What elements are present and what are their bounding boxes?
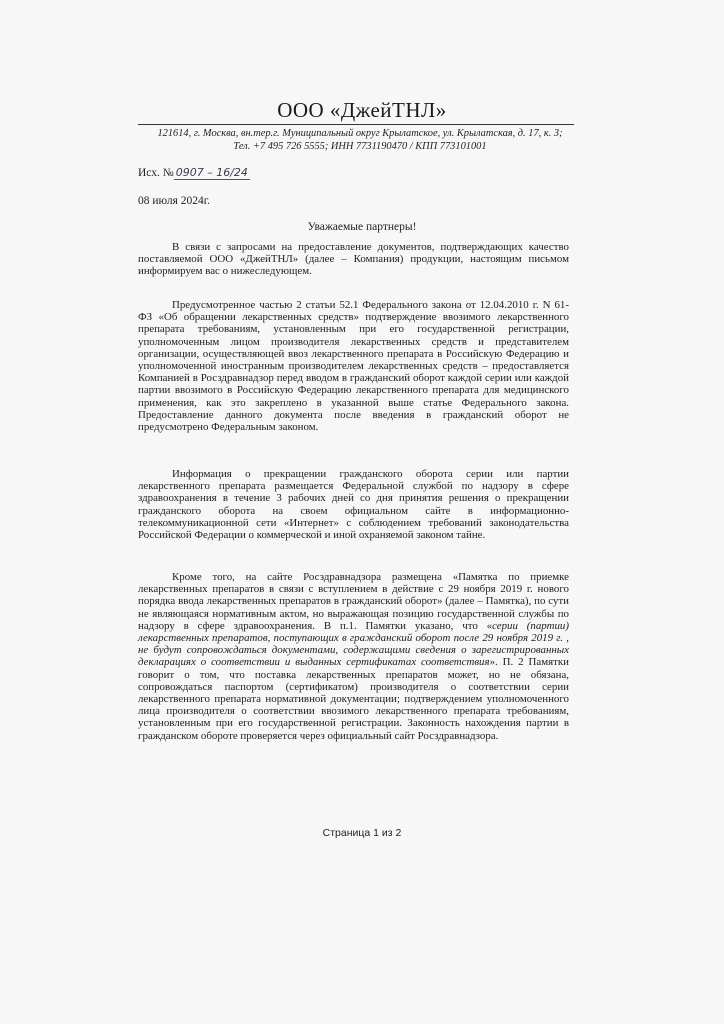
header-divider [138,124,574,125]
company-name: ООО «ДжейТНЛ» [277,98,447,122]
memo-quote: серии (партии) лекарственных препаратов, поступающих в гражданский оборот после 29 ноября 2019 г. , не будут сопровождаться документами, содержащими сведения о зарегистрированных декларациях о соответствии и выданных сертификатах соответствия [138,619,569,669]
paragraph-intro: В связи с запросами на предоставление документов, подтверждающих качество поставляемой ООО «ДжейТНЛ» (далее – Компания) продукции, настоящим письмом информируем вас о нижеследующем. [138,241,569,278]
memo-text-end: ». П. 2 Памятки говорит о том, что поставка лекарственных препаратов может, но не обязана, сопровождаться паспортом (сертификатом) производителя о соответствии серии лекарственного препарата нормативной документации; подтверждением уполномоченного лица производителя о соответствии ввозимого лекарственного препарата требованиям, установленным при его государственной регистрации. Законность нахождения партии в гражданском обороте проверяется через официальный сайт Росздравнадзора. [138,656,569,742]
paragraph-law-requirement: Предусмотренное частью 2 статьи 52.1 Федерального закона от 12.04.2010 г. N 61-ФЗ «Об обращении лекарственных средств» подтверждение ввозимого лекарственного препарата требованиям, установленным при его государственной регистрации, уполномоченным лицом производителя лекарственных средств и представителем организации, осуществляющей ввоз лекарственного препарата в Российскую Федерацию и уполномоченной иностранным производителем лекарственных средств – предоставляется Компанией в Росздравнадзор перед вводом в гражданский оборот каждой серии или каждой партии ввозимого в Российскую Федерацию лекарственного препарата для медицинского применения, как это закреплено в указанной выше статье Федерального закона. Предоставление данного документа после введения в гражданский оборот не предусмотрено Федеральным законом. [138,299,569,434]
letter-date: 08 июля 2024г. [138,195,211,207]
outgoing-number-label: Исх. № [138,167,174,179]
memo-text-start: Кроме того, на сайте Росздравнадзора размещена «Памятка по приемке лекарственных препаратов в связи с вступлением в действие с 29 ноября 2019 г. нового порядка ввода лекарственных препаратов в гражданский оборот» (далее – Памятка), по сути не являющаяся нормативным актом, но выражающая позицию государственной службы по надзору в сфере здравоохранения. В п.1. Памятки указано, что « [138,571,569,632]
paragraph-circulation-info: Информация о прекращении гражданского оборота серии или партии лекарственного препарата размещается Федеральной службой по надзору в сфере здравоохранения в течение 3 рабочих дней со дня принятия решения о прекращении гражданского оборота на своем официальном сайте в информационно-телекоммуникационной сети «Интернет» с соблюдением требований законодательства Российской Федерации о коммерческой и иной охраняемой законом тайне. [138,468,569,542]
paragraph-memo [138,571,569,742]
address-line-1: 121614, г. Москва, вн.тер.г. Муниципальный округ Крылатское, ул. Крылатская, д. 17, к. 3; [157,128,563,139]
outgoing-number-handwritten: 0907 – 16/24 [175,166,248,179]
address-line-2: Тел. +7 495 726 5555; ИНН 7731190470 / КПП 773101001 [233,141,487,152]
greeting: Уважаемые партнеры! [307,221,417,233]
company-address [110,127,610,153]
page-number: Страница 1 из 2 [322,827,402,839]
outgoing-number [138,166,250,179]
